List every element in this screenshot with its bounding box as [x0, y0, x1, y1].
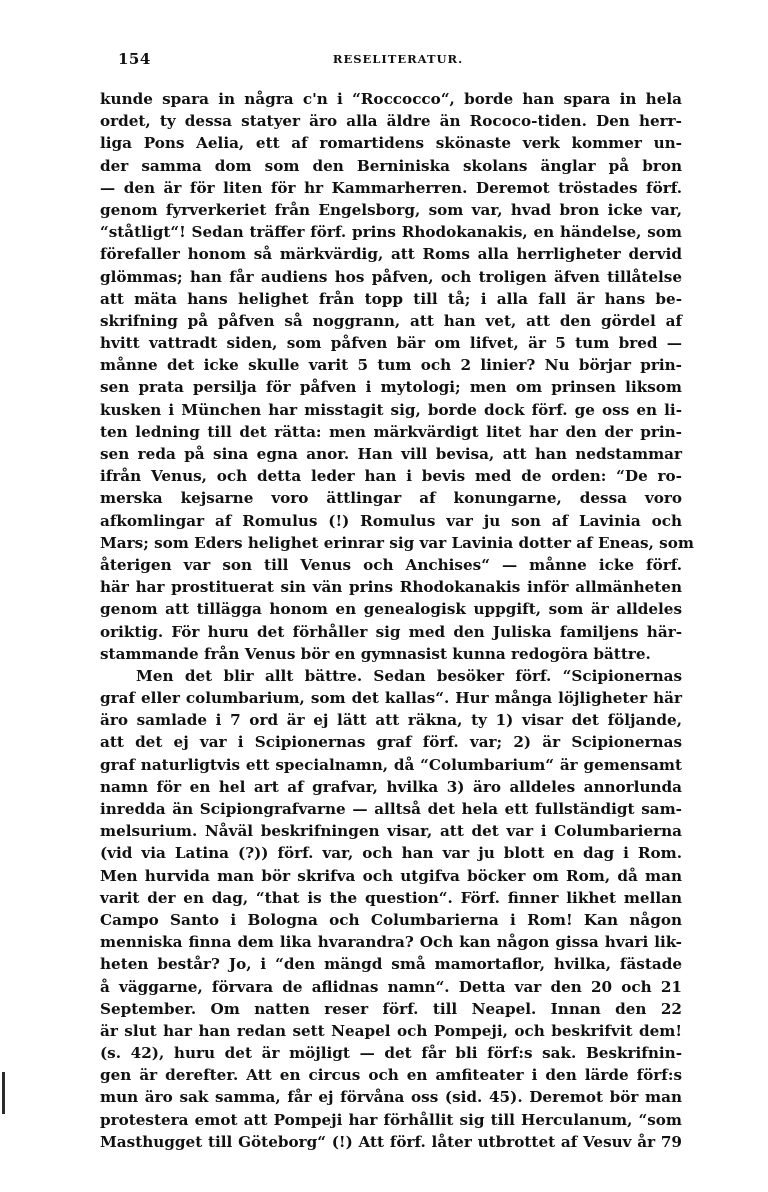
text-line: (s. 42), huru det är möjligt — det får bli förf:s sak. Beskrifnin- [100, 1044, 682, 1063]
text-line: protestera emot att Pompeji har förhållit sig till Herculanum, “som [100, 1110, 682, 1129]
text-line: afkomlingar af Romulus (!) Romulus var ju son af Lavinia och [100, 511, 682, 530]
text-line: å väggarne, förvara de aflidnas namn“. Detta var den 20 och 21 [100, 977, 682, 996]
text-line: Masthugget till Göteborg“ (!) Att förf. låter utbrottet af Vesuv år 79 [100, 1132, 682, 1151]
scan-margin-mark [2, 1072, 5, 1114]
text-line: September. Om natten reser förf. till Neapel. Innan den 22 [100, 999, 682, 1018]
text-line: menniska finna dem lika hvarandra? Och kan någon gissa hvari lik- [100, 933, 682, 952]
text-line: der samma dom som den Berniniska skolans änglar på bron [100, 156, 682, 175]
text-line: förefaller honom så märkvärdig, att Roms alla herrligheter dervid [100, 245, 682, 264]
text-line: melsurium. Nåväl beskrifningen visar, att det var i Columbarierna [100, 822, 682, 841]
text-line: genom fyrverkeriet från Engelsborg, som var, hvad bron icke var, [100, 200, 682, 219]
text-line: Campo Santo i Bologna och Columbarierna i Rom! Kan någon [100, 910, 682, 929]
text-line: Mars; som Eders helighet erinrar sig var Lavinia dotter af Eneas, som [100, 533, 694, 552]
text-line: genom att tillägga honom en genealogisk uppgift, som är alldeles [100, 600, 682, 619]
text-line: mun äro sak samma, får ej förvåna oss (sid. 45). Deremot bör man [100, 1088, 682, 1107]
page-header [118, 50, 678, 72]
text-line: sen prata persilja för påfven i mytologi; men om prinsen liksom [100, 378, 682, 397]
text-line: varit der en dag, “that is the question“. Förf. finner likhet mellan [100, 888, 682, 907]
text-line: graf eller columbarium, som det kallas“. Hur många löjligheter här [100, 689, 682, 708]
text-line: (vid via Latina (?)) förf. var, och han var ju blott en dag i Rom. [100, 844, 682, 863]
text-line: liga Pons Aelia, ett af romartidens skönaste verk kommer un- [100, 134, 682, 153]
text-line: heten består? Jo, i “den mängd små mamortaflor, hvilka, fästade [100, 955, 682, 974]
text-line: ordet, ty dessa statyer äro alla äldre än Rococo-tiden. Den herr- [100, 112, 682, 131]
text-line: äro samlade i 7 ord är ej lätt att räkna, ty 1) visar det följande, [100, 711, 682, 730]
page-number: 154 [118, 50, 151, 68]
text-line: att det ej var i Scipionernas graf förf. var; 2) är Scipionernas [100, 733, 682, 752]
running-head: RESELITERATUR. [332, 52, 464, 66]
text-line: hvitt vattradt siden, som påfven bär om lifvet, är 5 tum bred — [100, 334, 682, 353]
text-line: kusken i München har misstagit sig, borde dock förf. ge oss en li- [100, 400, 682, 419]
text-line: skrifning på påfven så noggrann, att han vet, att den gördel af [100, 311, 682, 330]
text-line: inredda än Scipiongrafvarne — alltså det hela ett fullständigt sam- [100, 800, 682, 818]
text-line: här har prostituerat sin vän prins Rhodokanakis inför allmänheten [100, 578, 682, 597]
text-line: sen reda på sina egna anor. Han vill bevisa, att han nedstammar [100, 445, 682, 463]
text-line: graf naturligtvis ett specialnamn, då “Columbarium“ är gemensamt [100, 755, 682, 774]
text-line: stammande från Venus bör en gymnasist kunna redogöra bättre. [100, 644, 651, 663]
text-line: namn för en hel art af grafvar, hvilka 3) äro alldeles annorlunda [100, 777, 682, 796]
paragraph-start-line: Men det blir allt bättre. Sedan besöker förf. “Scipionernas [136, 666, 682, 685]
text-line: att mäta hans helighet från topp till tå; i alla fall är hans be- [100, 289, 682, 308]
text-line: ifrån Venus, och detta leder han i bevis med de orden: “De ro- [100, 467, 682, 486]
text-line: kunde spara in några c'n i “Roccocco“, borde han spara in hela [100, 90, 682, 108]
text-line: “ståtligt“! Sedan träffer förf. prins Rhodokanakis, en händelse, som [100, 223, 682, 242]
text-line: Men hurvida man bör skrifva och utgifva böcker om Rom, då man [100, 866, 682, 885]
text-line: månne det icke skulle varit 5 tum och 2 linier? Nu börjar prin- [100, 356, 682, 375]
text-line: ten ledning till det rätta: men märkvärdigt litet har den der prin- [100, 422, 682, 441]
body-text [100, 88, 694, 1153]
text-line: återigen var son till Venus och Anchises“ — månne icke förf. [100, 555, 682, 574]
text-line: oriktig. För huru det förhåller sig med den Juliska familjens här- [100, 622, 682, 641]
text-line: är slut har han redan sett Neapel och Pompeji, och beskrifvit dem! [100, 1021, 682, 1040]
text-line: — den är för liten för hr Kammarherren. Deremot tröstades förf. [100, 178, 682, 197]
text-line: merska kejsarne voro ättlingar af konungarne, dessa voro [100, 489, 682, 508]
text-line: gen är derefter. Att en circus och en amfiteater i den lärde förf:s [100, 1066, 682, 1085]
text-line: glömmas; han får audiens hos påfven, och troligen äfven tillåtelse [100, 267, 682, 286]
